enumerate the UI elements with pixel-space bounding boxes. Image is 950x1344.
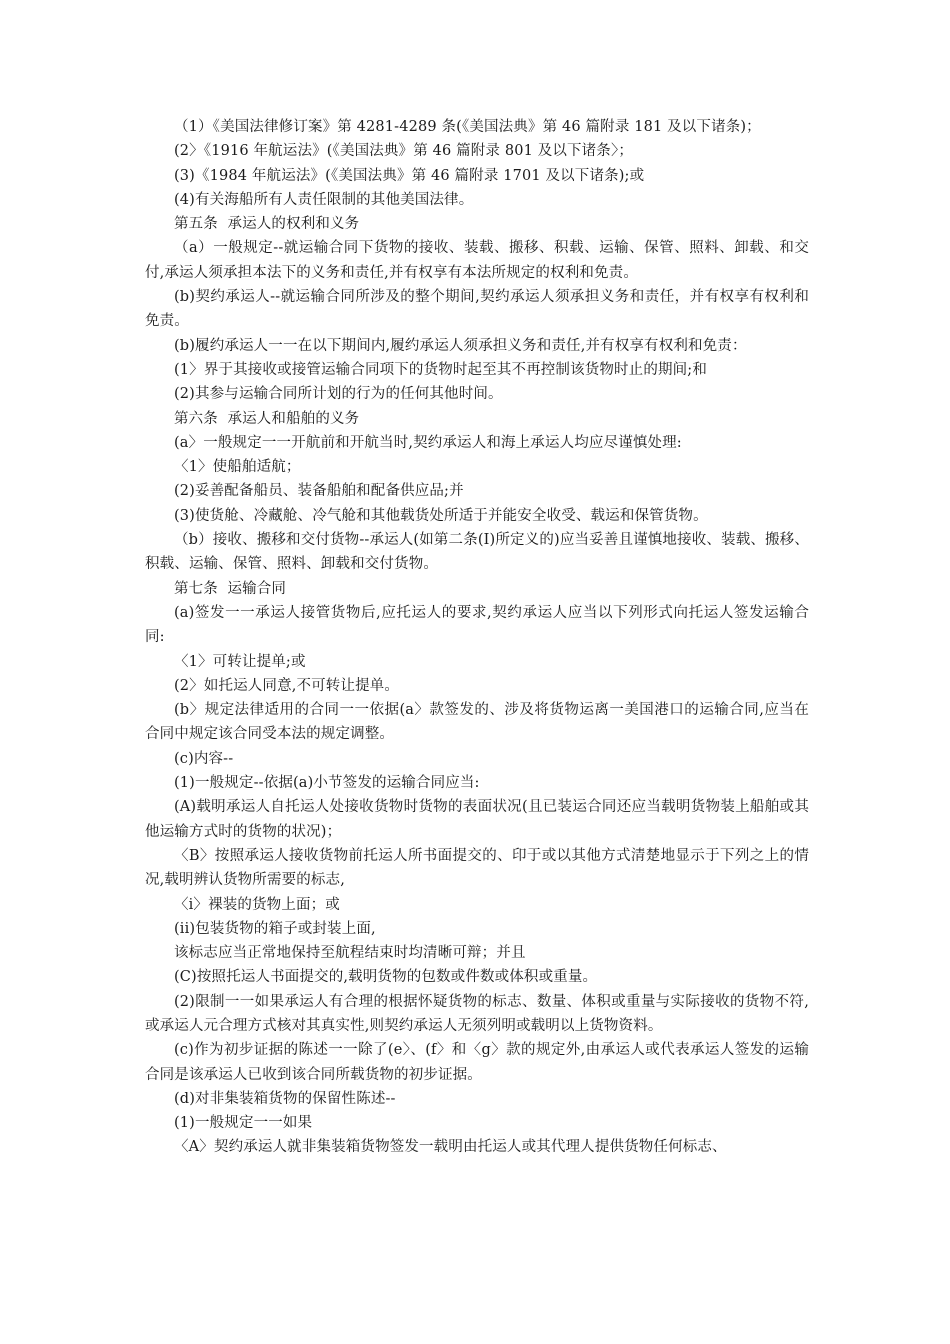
- paragraph: (3)《1984 年航运法》(《美国法典》第 46 篇附录 1701 及以下诸条);或: [174, 167, 645, 184]
- paragraph: (1)一般规定一一如果: [174, 1115, 313, 1132]
- paragraph: 〈1〉可转让提单;或: [174, 653, 306, 670]
- paragraph: （b）接收、搬移和交付货物--承运人(如第二条(I)所定义的)应当妥善且谨慎地接收、装载、搬移、积载、运输、保管、照料、卸载和交付货物。: [145, 532, 809, 573]
- paragraph: (1〉界于其接收或接管运输合同项下的货物时起至其不再控制该货物时止的期间;和: [174, 361, 707, 378]
- paragraph: (4)有关海船所有人责任限制的其他美国法律。: [174, 191, 474, 208]
- paragraph: 〈1〉使船舶适航；: [174, 459, 301, 476]
- paragraph: (C)按照托运人书面提交的,载明货物的包数或件数或体积或重量。: [174, 969, 598, 986]
- paragraph: （1）《美国法律修订案》第 4281-4289 条(《美国法典》第 46 篇附录 181 及以下诸条)；: [174, 119, 761, 135]
- paragraph: (2)妥善配备船员、装备船舶和配备供应品;并: [174, 483, 464, 500]
- paragraph: (c)内容--: [174, 750, 234, 767]
- paragraph: (2〉如托运人同意,不可转让提单。: [174, 677, 400, 694]
- paragraph: 〈B〉按照承运人接收货物前托运人所书面提交的、印于或以其他方式清楚地显示于下列之上的情况,载明辨认货物所需要的标志,: [145, 847, 809, 889]
- paragraph: (b)契约承运人--就运输合同所涉及的整个期间,契约承运人须承担义务和责任，并有权享有权利和免责。: [145, 289, 809, 330]
- paragraph: (a)签发一一承运人接管货物后,应托运人的要求,契约承运人应当以下列形式向托运人签发运输合同:: [145, 604, 809, 646]
- section-heading: 第七条 运输合同: [174, 580, 287, 597]
- paragraph: 〈A〉契约承运人就非集装箱货物签发一载明由托运人或其代理人提供货物任何标志、: [174, 1139, 727, 1156]
- paragraph: （a）一般规定--就运输合同下货物的接收、装载、搬移、积载、运输、保管、照料、卸载、和交付,承运人须承担本法下的义务和责任,并有权享有本法所规定的权利和免责。: [145, 240, 809, 281]
- paragraph: (A)载明承运人自托运人处接收货物时货物的表面状况(且已装运合同还应当载明货物装上船舶或其他运输方式时的货物的状况)；: [145, 799, 809, 840]
- paragraph: (c)作为初步证据的陈述一一除了(e〉、(f〉和〈g〉款的规定外,由承运人或代表承运人签发的运输合同是该承运人已收到该合同所载货物的初步证据。: [145, 1042, 809, 1083]
- section-heading: 第五条 承运人的权利和义务: [174, 216, 360, 233]
- document-body: [145, 115, 809, 1160]
- paragraph: (a〉一般规定一一开航前和开航当时,契约承运人和海上承运人均应尽谨慎处理:: [174, 434, 682, 451]
- paragraph: (d)对非集装箱货物的保留性陈述--: [174, 1090, 396, 1107]
- paragraph: (1)一般规定--依据(a)小节签发的运输合同应当:: [174, 775, 480, 792]
- paragraph: (2)限制一一如果承运人有合理的根据怀疑货物的标志、数量、体积或重量与实际接收的货物不符,或承运人元合理方式核对其真实性,则契约承运人无须列明或载明以上货物资料。: [145, 993, 809, 1034]
- paragraph: (b〉规定法律适用的合同一一依据(a〉款签发的、涉及将货物运离一美国港口的运输合同,应当在合同中规定该合同受本法的规定调整。: [145, 702, 809, 743]
- paragraph: 该标志应当正常地保持至航程结束时均清晰可辩；并且: [174, 945, 526, 962]
- paragraph: (ii)包装货物的箱子或封装上面,: [174, 920, 376, 937]
- paragraph: (b)履约承运人一一在以下期间内,履约承运人须承担义务和责任,并有权享有权利和免责：: [174, 337, 747, 354]
- paragraph: (3)使货舱、冷藏舱、冷气舱和其他载货处所适于并能安全收受、载运和保管货物。: [174, 507, 708, 524]
- paragraph: (2〉《1916 年航运法》(《美国法典》第 46 篇附录 801 及以下诸条〉；: [174, 143, 634, 160]
- paragraph: 〈i〉裸装的货物上面；或: [174, 896, 340, 913]
- paragraph: (2)其参与运输合同所计划的行为的任何其他时间。: [174, 386, 503, 403]
- section-heading: 第六条 承运人和船舶的义务: [174, 410, 360, 427]
